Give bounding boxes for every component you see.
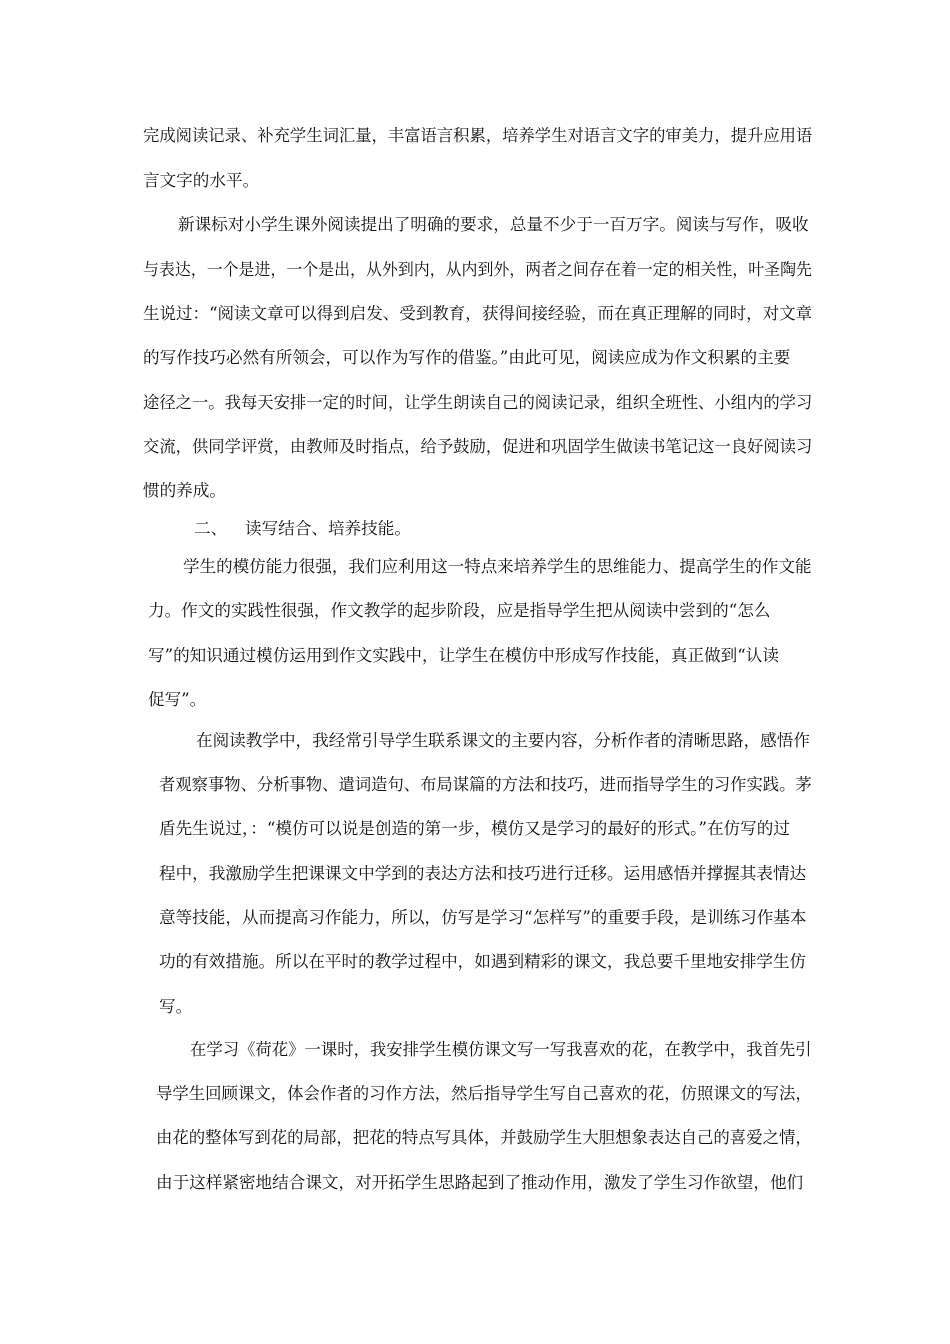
section-heading-number: 二、: [194, 519, 228, 538]
paragraph-4-line-6: 功的有效措施。所以在平时的教学过程中，如遇到精彩的课文，我总要千里地安排学生仿: [159, 952, 807, 971]
paragraph-3-line-2: 力。作文的实践性很强，作文教学的起步阶段，应是指导学生把从阅读中尝到的“怎么: [148, 601, 771, 620]
paragraph-4-line-5: 意等技能，从而提高习作能力，所以，仿写是学习“怎样写”的重要手段，是训练习作基本: [159, 908, 807, 927]
paragraph-4-line-7: 写。: [159, 997, 193, 1016]
paragraph-3-line-3: 写”的知识通过模仿运用到作文实践中，让学生在模仿中形成写作技能，真正做到“认读: [148, 646, 779, 665]
paragraph-2-line-7: 惯的养成。: [143, 481, 226, 500]
paragraph-2-line-1: 新课标对小学生课外阅读提出了明确的要求，总量不少于一百万字。阅读与写作，吸收: [178, 215, 809, 234]
section-heading-title: 读写结合、培养技能。: [245, 519, 411, 538]
paragraph-5-line-1: 在学习《荷花》一课时，我安排学生模仿课文写一写我喜欢的花，在教学中，我首先引: [190, 1040, 812, 1059]
paragraph-5-line-2: 导学生回顾课文，体会作者的习作方法，然后指导学生写自己喜欢的花，仿照课文的写法，: [156, 1084, 812, 1103]
paragraph-3-line-1: 学生的模仿能力很强，我们应利用这一特点来培养学生的思维能力、提高学生的作文能: [183, 557, 812, 576]
paragraph-2-line-6: 交流，供同学评赏，由教师及时指点，给予鼓励，促进和巩固学生做读书笔记这一良好阅读习: [143, 437, 813, 456]
paragraph-4-line-3: 盾先生说过，：“模仿可以说是创造的第一步，模仿又是学习的最好的形式。”在仿写的过: [159, 819, 790, 838]
paragraph-2-line-5: 途径之一。我每天安排一定的时间，让学生朗读自己的阅读记录，组织全班性、小组内的学习: [143, 393, 813, 412]
paragraph-4-line-2: 者观察事物、分析事物、遣词造句、布局谋篇的方法和技巧，进而指导学生的习作实践。茅: [159, 775, 812, 794]
paragraph-3-line-4: 促写”。: [148, 690, 207, 709]
paragraph-2-line-2: 与表达，一个是进，一个是出，从外到内，从内到外，两者之间存在着一定的相关性，叶圣陶先: [143, 260, 812, 279]
paragraph-4-line-1: 在阅读教学中，我经常引导学生联系课文的主要内容，分析作者的清晰思路，感悟作: [196, 731, 810, 750]
paragraph-2-line-3: 生说过：“阅读文章可以得到启发、受到教育，获得间接经验，而在真正理解的同时，对文章: [143, 304, 813, 323]
paragraph-1-line-2: 言文字的水平。: [143, 171, 260, 190]
paragraph-5-line-4: 由于这样紧密地结合课文，对开拓学生思路起到了推动作用，激发了学生习作欲望，他们: [156, 1173, 804, 1192]
paragraph-1-line-1: 完成阅读记录、补充学生词汇量，丰富语言积累，培养学生对语言文字的审美力，提升应用语: [143, 126, 813, 145]
paragraph-4-line-4: 程中，我激励学生把课课文中学到的表达方法和技巧进行迁移。运用感悟并撑握其表情达: [159, 864, 807, 883]
paragraph-5-line-3: 由花的整体写到花的局部，把花的特点写具体，并鼓励学生大胆想象表达自己的喜爱之情，: [156, 1128, 812, 1147]
paragraph-2-line-4: 的写作技巧必然有所领会，可以作为写作的借鉴。”由此可见，阅读应成为作文积累的主要: [143, 348, 791, 367]
